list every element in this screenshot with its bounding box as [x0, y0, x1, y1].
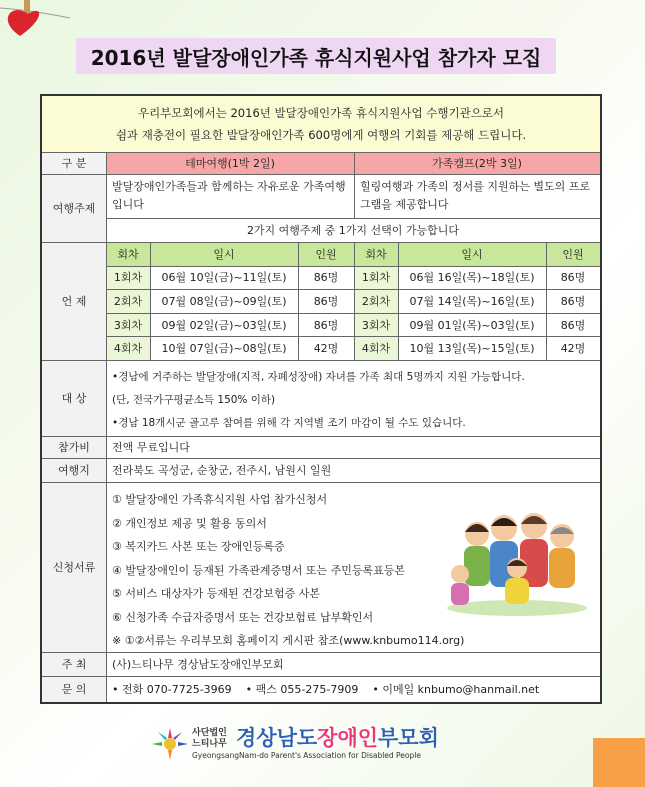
- schedule-a-cell-round: 4회차: [106, 336, 150, 360]
- label-target: 대 상: [42, 360, 106, 436]
- schedule-a-cell-people: 86명: [298, 289, 354, 313]
- label-fee: 참가비: [42, 436, 106, 458]
- schedule-b-cell-people: 42명: [546, 336, 600, 360]
- label-contact: 문 의: [42, 676, 106, 702]
- logo-english: GyeongsangNam-do Parent's Association for Disabled People: [192, 751, 421, 760]
- title-banner: [76, 38, 556, 74]
- target-block: [106, 362, 600, 436]
- contact-row: [106, 676, 600, 702]
- intro-block: [42, 96, 600, 152]
- schedule-b-cell-date: 07월 14일(목)~16일(토): [398, 289, 546, 313]
- doc-item: ② 개인정보 제공 및 활용 동의서: [112, 516, 267, 530]
- schedule-b-cell-people: 86명: [546, 289, 600, 313]
- label-host: 주 최: [42, 652, 106, 676]
- schedule-header-people: 인원: [298, 242, 354, 266]
- schedule-b-cell-date: 09월 01일(목)~03일(토): [398, 313, 546, 337]
- schedule-header-round: 회차: [106, 242, 150, 266]
- contact-fax: • 팩스 055-275-7909: [245, 683, 359, 696]
- schedule-b-cell-round: 3회차: [354, 313, 398, 337]
- schedule-a-cell-date: 09월 02일(금)~03일(토): [150, 313, 298, 337]
- schedule-b-cell-round: 2회차: [354, 289, 398, 313]
- schedule-header-date: 일시: [150, 242, 298, 266]
- schedule-a-cell-round: 1회차: [106, 266, 150, 290]
- schedule-a-cell-round: 2회차: [106, 289, 150, 313]
- place-value: 전라북도 곡성군, 순창군, 전주시, 남원시 일원: [112, 464, 332, 477]
- schedule-a-cell-date: 07월 08일(금)~09일(토): [150, 289, 298, 313]
- label-theme: 여행주제: [42, 174, 106, 242]
- schedule-b-cell-date: 06월 16일(목)~18일(토): [398, 266, 546, 290]
- program-b-title: 가족캠프(2박 3일): [354, 152, 600, 174]
- choice-note: 2가지 여행주제 중 1가지 선택이 가능합니다: [246, 224, 460, 237]
- label-category: 구 분: [42, 152, 106, 174]
- target-line-3: •경남 18개시군 골고루 참여를 위해 각 지역별 조기 마감이 될 수도 있습니다.: [112, 417, 466, 429]
- schedule-header-round: 회차: [354, 242, 398, 266]
- program-a-desc: 발달장애인가족들과 함께하는 자유로운 가족여행입니다: [112, 180, 346, 211]
- schedule-b-cell-round: 1회차: [354, 266, 398, 290]
- logo-main-a: 경상남도: [236, 726, 318, 750]
- schedule-b-cell-round: 4회차: [354, 336, 398, 360]
- contact-phone: • 전화 070-7725-3969: [112, 683, 232, 696]
- program-b-desc: 힐링여행과 가족의 정서를 지원하는 별도의 프로그램을 제공합니다: [360, 180, 591, 211]
- doc-item: ① 발달장애인 가족휴식지원 사업 참가신청서: [112, 493, 328, 506]
- page-title: 2016년 발달장애인가족 휴식지원사업 참가자 모집: [90, 45, 542, 70]
- schedule-a-cell-date: 10월 07일(금)~08일(토): [150, 336, 298, 360]
- doc-item: ③ 복지카드 사본 또는 장애인등록증: [112, 540, 285, 553]
- schedule-a-cell-date: 06월 10일(금)~11일(토): [150, 266, 298, 290]
- target-line-1: •경남에 거주하는 발달장애(지적, 자폐성장애) 자녀를 가족 최대 5명까지 지원 가능합니다.: [112, 371, 525, 383]
- logo-small-bottom: 느티나무: [192, 739, 227, 749]
- clothesline-heart-decoration: [0, 0, 645, 40]
- family-illustration: [442, 496, 592, 616]
- schedule-header-date: 일시: [398, 242, 546, 266]
- schedule-header-people: 인원: [546, 242, 600, 266]
- association-logo: [150, 722, 440, 772]
- corner-accent: [593, 738, 645, 787]
- schedule-b-cell-people: 86명: [546, 266, 600, 290]
- target-line-2: (단, 전국가구평균소득 150% 이하): [112, 394, 276, 406]
- schedule-a-cell-people: 86명: [298, 266, 354, 290]
- doc-item: ⑥ 신청가족 수급자증명서 또는 건강보험료 납부확인서: [112, 610, 374, 624]
- intro-line-1: 우리부모회에서는 2016년 발달장애인가족 휴식지원사업 수행기관으로서: [137, 106, 505, 120]
- schedule-a-cell-round: 3회차: [106, 313, 150, 337]
- contact-email: • 이메일 knbumo@hanmail.net: [372, 683, 540, 696]
- label-docs: 신청서류: [42, 482, 106, 652]
- tree-logo-icon: [150, 726, 190, 764]
- label-schedule: 언 제: [42, 242, 106, 360]
- logo-small-top: 사단법인: [192, 728, 227, 738]
- schedule-a-cell-people: 42명: [298, 336, 354, 360]
- doc-item: ※ ①②서류는 우리부모회 홈페이지 게시판 참조(www.knbumo114.org): [112, 634, 465, 647]
- doc-item: ⑤ 서비스 대상자가 등재된 건강보험증 사본: [112, 587, 320, 600]
- doc-item: ④ 발달장애인이 등재된 가족관계증명서 또는 주민등록표등본: [112, 563, 405, 577]
- schedule-a-cell-people: 86명: [298, 313, 354, 337]
- program-a-title: 테마여행(1박 2일): [106, 152, 354, 174]
- fee-value: 전액 무료입니다: [112, 441, 190, 454]
- logo-main-c: 부모회: [378, 726, 439, 750]
- intro-line-2: 쉼과 재충전이 필요한 발달장애인가족 600명에게 여행의 기회를 제공해 드립니다.: [115, 128, 527, 142]
- label-place: 여행지: [42, 458, 106, 482]
- schedule-b-cell-people: 86명: [546, 313, 600, 337]
- schedule-b-cell-date: 10월 13일(목)~15일(토): [398, 336, 546, 360]
- host-value: (사)느티나무 경상남도장애인부모회: [112, 658, 284, 671]
- logo-main-b: 장애인: [317, 726, 379, 750]
